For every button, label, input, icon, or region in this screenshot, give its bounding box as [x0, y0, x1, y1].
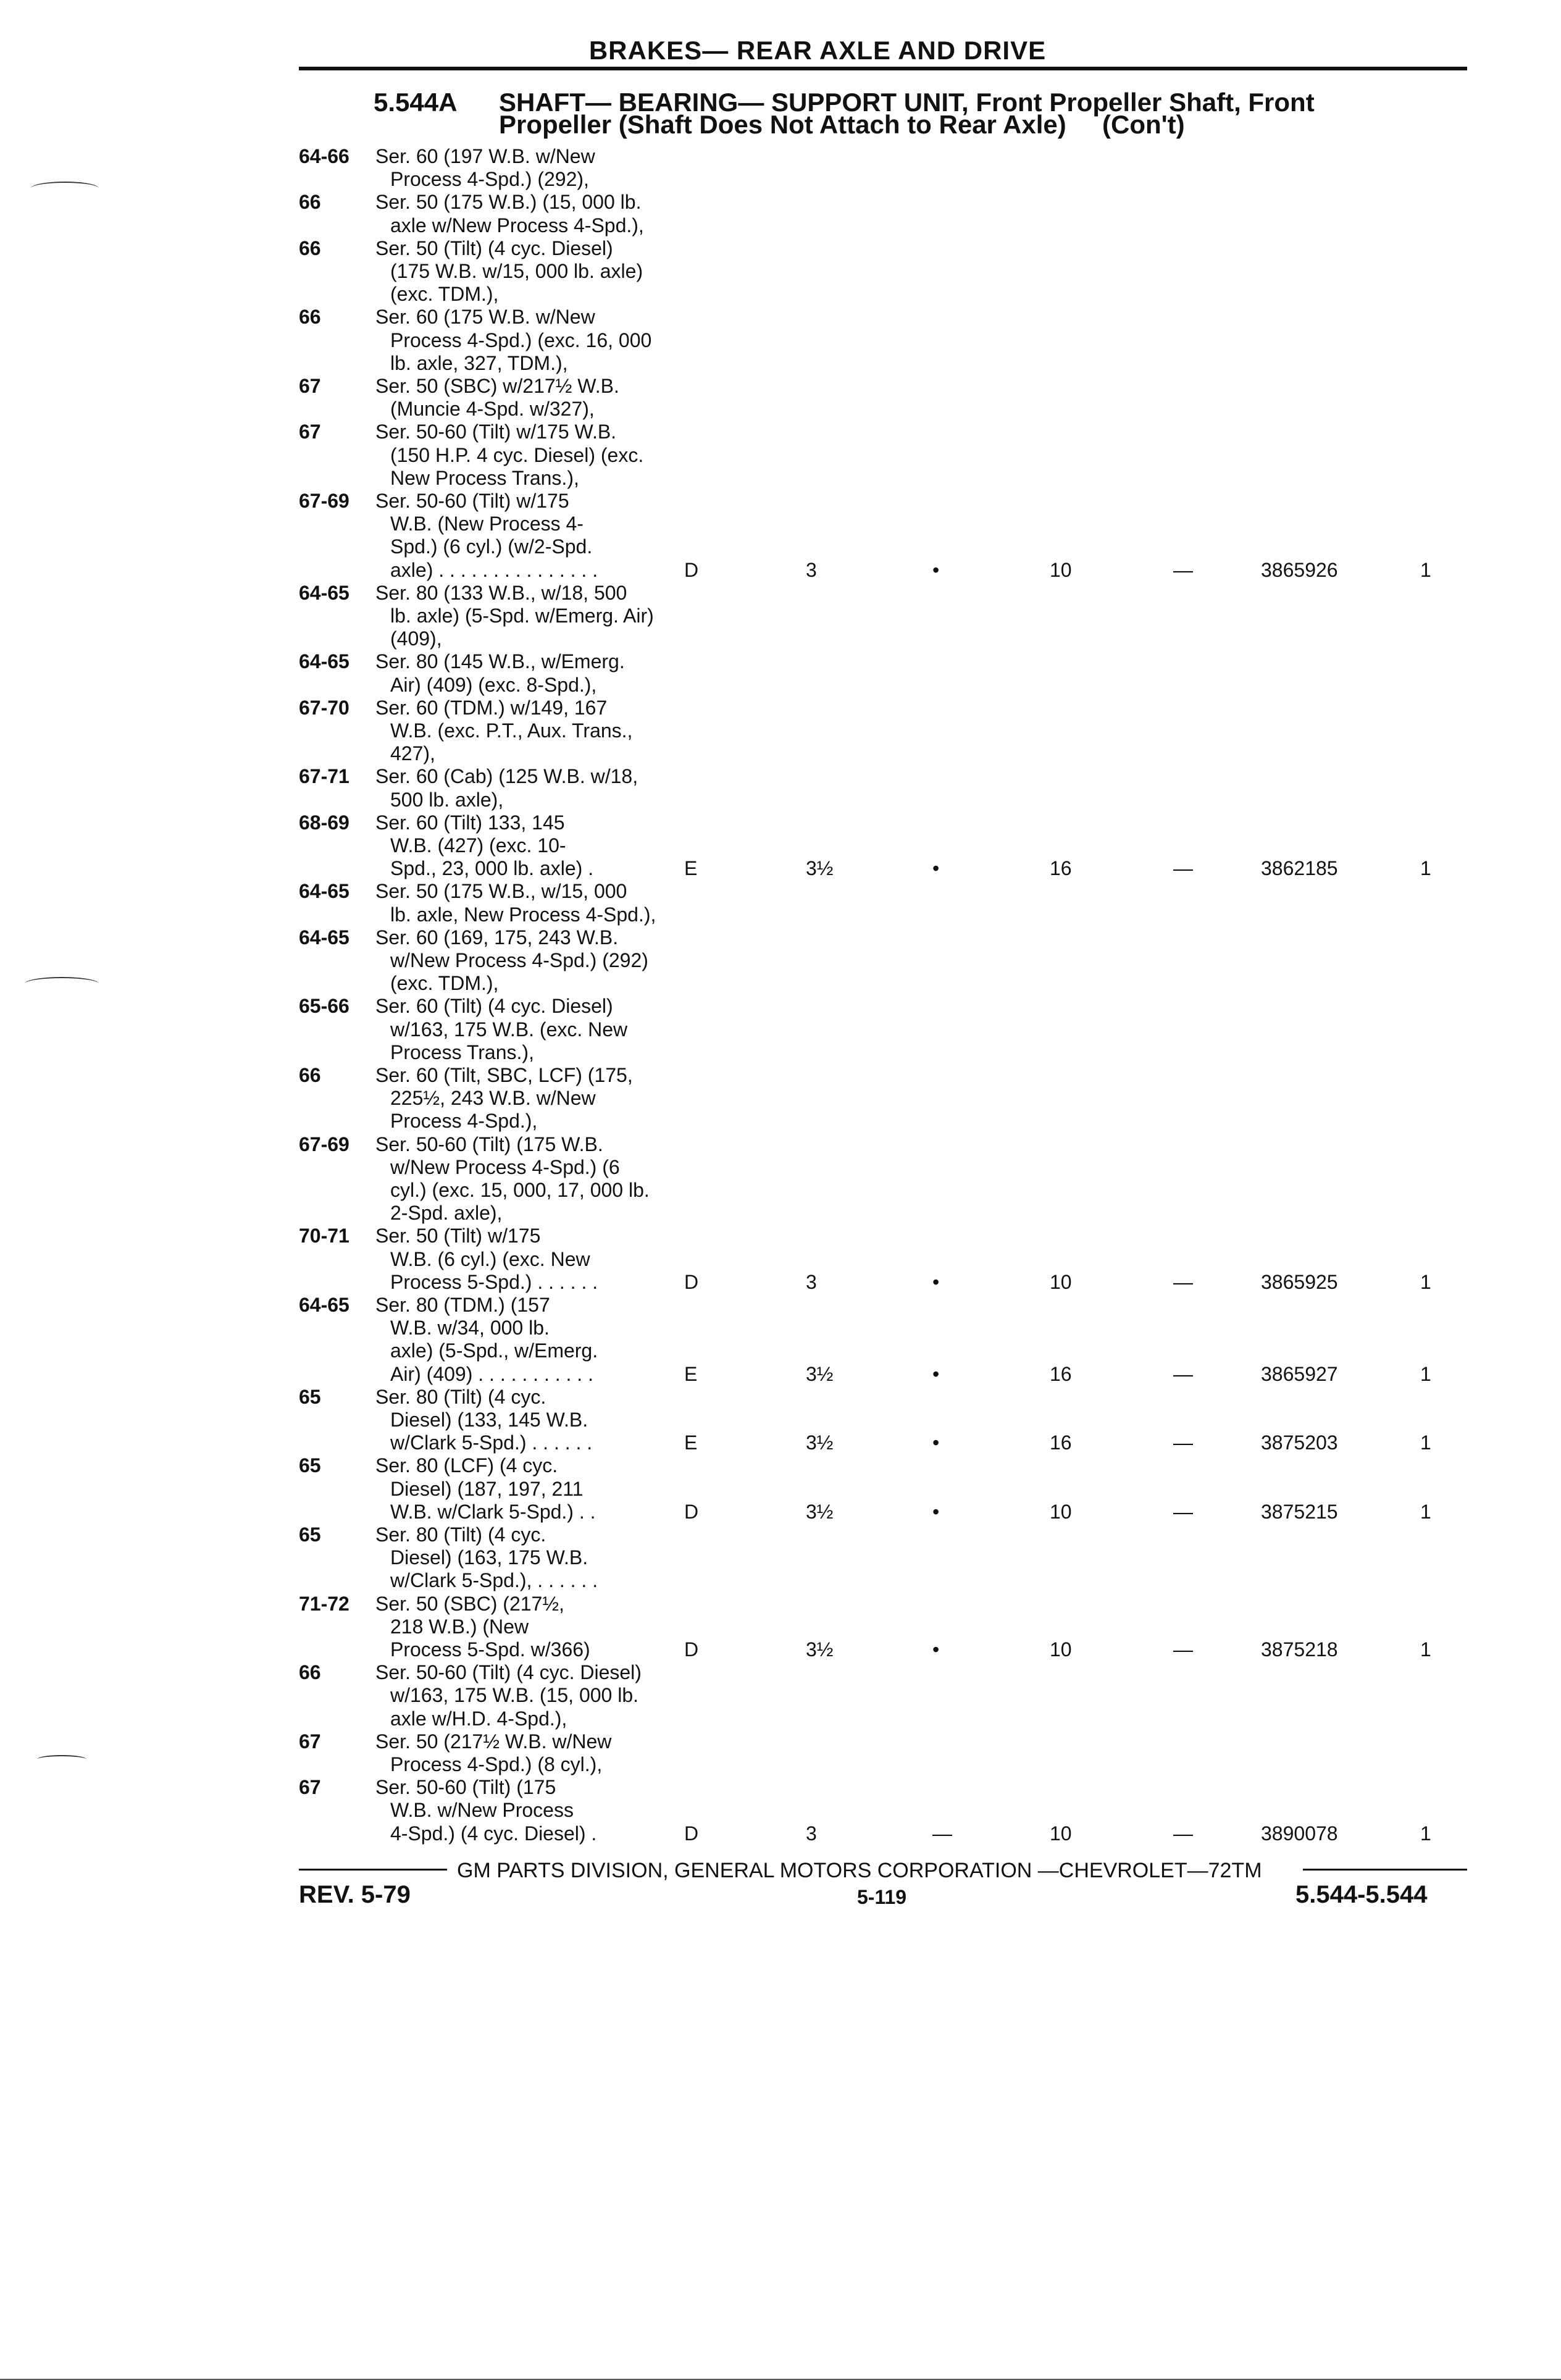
entry-description-line: w/163, 175 W.B. (exc. New: [390, 1018, 628, 1041]
entry-description-line: Ser. 60 (Cab) (125 W.B. w/18,: [375, 765, 638, 788]
entry-description-line: (175 W.B. w/15, 000 lb. axle): [390, 260, 643, 282]
entry-description-line: Ser. 50 (175 W.B., w/15, 000: [375, 880, 627, 903]
entry-description-line: lb. axle) (5-Spd. w/Emerg. Air): [390, 605, 654, 627]
entry-code: E: [684, 857, 698, 880]
entry-description-line: 427),: [390, 742, 435, 765]
entry-description-line: New Process Trans.),: [390, 466, 579, 489]
entry-mark: •: [932, 1431, 940, 1454]
entry-description-line: Ser. 50 (175 W.B.) (15, 000 lb.: [375, 191, 642, 214]
entry-part-number: 3890078: [1261, 1822, 1338, 1845]
entry-description-line: Ser. 50 (SBC) (217½,: [375, 1592, 564, 1615]
entry-description-line: w/Clark 5-Spd.) . . . . . .: [390, 1431, 593, 1454]
entry-quantity: 1: [1420, 1270, 1431, 1293]
entry-description-line: Ser. 50-60 (Tilt) (175: [375, 1776, 556, 1799]
entry-size: 3½: [806, 1431, 834, 1454]
entry-description-line: 225½, 243 W.B. w/New: [390, 1087, 596, 1110]
entry-year: 67: [299, 1776, 321, 1799]
entry-quantity: 1: [1420, 1362, 1431, 1385]
entry-year: 64-65: [299, 1294, 349, 1316]
entry-description-line: Ser. 60 (Tilt) (4 cyc. Diesel): [375, 995, 613, 1018]
entry-description-line: Spd., 23, 000 lb. axle) .: [390, 857, 594, 880]
entry-year: 67: [299, 375, 321, 397]
entry-dash: —: [1173, 558, 1193, 581]
entry-mark: •: [932, 1500, 940, 1523]
entry-mark: •: [932, 1270, 940, 1293]
entry-dash: —: [1173, 1362, 1193, 1385]
entry-year: 65: [299, 1523, 321, 1546]
entry-description-line: Ser. 50-60 (Tilt) w/175: [375, 490, 569, 512]
entry-count: 10: [1050, 558, 1072, 581]
entry-description-line: Diesel) (187, 197, 211: [390, 1477, 584, 1500]
entry-description-line: Process 4-Spd.) (8 cyl.),: [390, 1753, 603, 1775]
entry-description-line: Process 4-Spd.) (292),: [390, 168, 589, 191]
entry-dash: —: [1173, 1431, 1193, 1454]
footer-rule-left: [299, 1869, 447, 1871]
entry-description-line: w/163, 175 W.B. (15, 000 lb.: [390, 1684, 639, 1707]
entry-description-line: lb. axle, 327, TDM.),: [390, 351, 568, 374]
entry-part-number: 3865927: [1261, 1362, 1338, 1385]
entry-description-line: Process 5-Spd.) . . . . . .: [390, 1270, 598, 1293]
entry-count: 10: [1050, 1500, 1072, 1523]
entry-dash: —: [1173, 857, 1193, 880]
entry-description-line: (150 H.P. 4 cyc. Diesel) (exc.: [390, 443, 644, 466]
entry-description-line: Ser. 80 (133 W.B., w/18, 500: [375, 581, 627, 604]
entry-description-line: 500 lb. axle),: [390, 788, 504, 811]
entry-description-line: Ser. 80 (TDM.) (157: [375, 1294, 550, 1316]
entry-description-line: Process 4-Spd.),: [390, 1110, 538, 1133]
entry-description-line: (exc. TDM.),: [390, 972, 499, 995]
entry-quantity: 1: [1420, 1822, 1431, 1845]
entry-year: 66: [299, 1661, 321, 1684]
entry-description-line: Diesel) (133, 145 W.B.: [390, 1409, 588, 1431]
scan-mark: [25, 977, 99, 991]
section-title-line2: Propeller (Shaft Does Not Attach to Rear Axle) (Con't): [499, 110, 1185, 139]
entry-quantity: 1: [1420, 1431, 1431, 1454]
entry-description-line: Ser. 80 (Tilt) (4 cyc.: [375, 1385, 546, 1408]
entry-code: D: [684, 1270, 699, 1293]
entry-year: 64-65: [299, 880, 349, 903]
entry-dash: —: [1173, 1822, 1193, 1845]
entry-description-line: Ser. 50-60 (Tilt) (175 W.B.: [375, 1133, 603, 1155]
entry-year: 67-70: [299, 696, 349, 719]
entry-year: 67-71: [299, 765, 349, 788]
entry-description-line: 218 W.B.) (New: [390, 1615, 529, 1638]
entry-description-line: 2-Spd. axle),: [390, 1202, 503, 1225]
entry-description-line: Ser. 60 (Tilt) 133, 145: [375, 811, 565, 834]
entry-part-number: 3875203: [1261, 1431, 1338, 1454]
footer-rule-right: [1303, 1869, 1467, 1871]
entry-size: 3½: [806, 1362, 834, 1385]
entry-description-line: (Muncie 4-Spd. w/327),: [390, 398, 595, 421]
entry-dash: —: [1173, 1270, 1193, 1293]
footer-publisher-text: GM PARTS DIVISION, GENERAL MOTORS CORPORATION —CHEVROLET—72TM: [457, 1859, 1262, 1882]
entry-mark: •: [932, 1362, 940, 1385]
entry-description-line: Spd.) (6 cyl.) (w/2-Spd.: [390, 535, 593, 558]
entry-description-line: Ser. 60 (Tilt, SBC, LCF) (175,: [375, 1064, 633, 1086]
entry-description-line: (409),: [390, 627, 442, 650]
entry-year: 70-71: [299, 1225, 349, 1247]
entry-year: 64-65: [299, 581, 349, 604]
entry-year: 66: [299, 237, 321, 259]
entry-part-number: 3865925: [1261, 1270, 1338, 1293]
entry-year: 67-69: [299, 1133, 349, 1155]
entry-quantity: 1: [1420, 558, 1431, 581]
entry-count: 16: [1050, 1362, 1072, 1385]
entry-quantity: 1: [1420, 857, 1431, 880]
section-title-line1: SHAFT— BEARING— SUPPORT UNIT, Front Propeller Shaft, Front: [499, 88, 1315, 117]
entry-year: 67: [299, 421, 321, 443]
entry-part-number: 3862185: [1261, 857, 1338, 880]
entry-year: 67-69: [299, 490, 349, 512]
entry-quantity: 1: [1420, 1500, 1431, 1523]
entry-year: 67: [299, 1730, 321, 1753]
entry-description-line: Ser. 60 (175 W.B. w/New: [375, 306, 595, 329]
entry-description-line: Ser. 50 (217½ W.B. w/New: [375, 1730, 612, 1753]
entry-description-line: Air) (409) . . . . . . . . . . .: [390, 1362, 593, 1385]
entry-description-line: W.B. (New Process 4-: [390, 513, 584, 535]
entry-code: E: [684, 1431, 698, 1454]
entry-mark: •: [932, 857, 940, 880]
entry-count: 10: [1050, 1822, 1072, 1845]
entry-description-line: Ser. 60 (TDM.) w/149, 167: [375, 696, 608, 719]
entry-description-line: w/Clark 5-Spd.), . . . . . .: [390, 1569, 598, 1592]
entry-description-line: Ser. 50-60 (Tilt) w/175 W.B.: [375, 421, 617, 443]
entry-description-line: W.B. w/Clark 5-Spd.) . .: [390, 1500, 596, 1523]
scan-mark: [31, 182, 99, 195]
entry-code: D: [684, 1638, 699, 1661]
entry-code: D: [684, 558, 699, 581]
entry-year: 65: [299, 1454, 321, 1477]
entry-year: 65-66: [299, 995, 349, 1018]
entry-year: 68-69: [299, 811, 349, 834]
entry-description-line: Ser. 80 (145 W.B., w/Emerg.: [375, 650, 625, 673]
entry-description-line: lb. axle, New Process 4-Spd.),: [390, 903, 656, 926]
entry-size: 3½: [806, 1500, 834, 1523]
entry-size: 3½: [806, 857, 834, 880]
entry-year: 64-65: [299, 926, 349, 949]
entry-dash: —: [1173, 1500, 1193, 1523]
entry-year: 64-66: [299, 145, 349, 167]
entry-code: D: [684, 1822, 699, 1845]
page-number: 5-119: [857, 1886, 907, 1908]
entry-description-line: Process 4-Spd.) (exc. 16, 000: [390, 329, 652, 351]
entry-year: 66: [299, 1064, 321, 1086]
entry-description-line: Diesel) (163, 175 W.B.: [390, 1546, 588, 1569]
entry-size: 3: [806, 558, 817, 581]
entry-description-line: Ser. 50 (Tilt) (4 cyc. Diesel): [375, 237, 613, 259]
entry-size: 3: [806, 1270, 817, 1293]
entry-description-line: w/New Process 4-Spd.) (292): [390, 949, 648, 971]
entry-description-line: Air) (409) (exc. 8-Spd.),: [390, 673, 597, 696]
entry-size: 3½: [806, 1638, 834, 1661]
section-reference: 5.544-5.544: [1295, 1881, 1428, 1908]
entry-year: 64-65: [299, 650, 349, 673]
entry-description-line: W.B. (6 cyl.) (exc. New: [390, 1247, 590, 1270]
entry-mark: •: [932, 558, 940, 581]
entry-mark: •: [932, 1638, 940, 1661]
entry-code: E: [684, 1362, 698, 1385]
entry-mark: —: [932, 1822, 952, 1845]
entry-quantity: 1: [1420, 1638, 1431, 1661]
section-number: 5.544A: [374, 88, 458, 117]
entry-description-line: axle) . . . . . . . . . . . . . . .: [390, 558, 598, 581]
entry-year: 65: [299, 1385, 321, 1408]
entry-description-line: Ser. 50-60 (Tilt) (4 cyc. Diesel): [375, 1661, 642, 1684]
entry-count: 16: [1050, 857, 1072, 880]
entry-description-line: axle w/H.D. 4-Spd.),: [390, 1707, 567, 1730]
entry-description-line: Process Trans.),: [390, 1041, 534, 1063]
entry-size: 3: [806, 1822, 817, 1845]
entry-description-line: cyl.) (exc. 15, 000, 17, 000 lb.: [390, 1179, 650, 1201]
entry-description-line: Ser. 80 (LCF) (4 cyc.: [375, 1454, 558, 1477]
entry-count: 10: [1050, 1270, 1072, 1293]
entry-part-number: 3865926: [1261, 558, 1338, 581]
page-header-title: BRAKES— REAR AXLE AND DRIVE: [588, 36, 1047, 65]
entry-description-line: Ser. 80 (Tilt) (4 cyc.: [375, 1523, 546, 1546]
entry-count: 10: [1050, 1638, 1072, 1661]
entry-code: D: [684, 1500, 699, 1523]
entry-description-line: Ser. 60 (169, 175, 243 W.B.: [375, 926, 619, 949]
entry-description-line: W.B. w/New Process: [390, 1799, 574, 1822]
entry-description-line: W.B. (exc. P.T., Aux. Trans.,: [390, 719, 633, 742]
entry-description-line: W.B. w/34, 000 lb.: [390, 1317, 550, 1339]
entry-description-line: Ser. 60 (197 W.B. w/New: [375, 145, 595, 167]
entry-description-line: Process 5-Spd. w/366): [390, 1638, 590, 1661]
entry-description-line: axle) (5-Spd., w/Emerg.: [390, 1339, 598, 1362]
entry-part-number: 3875215: [1261, 1500, 1338, 1523]
entry-description-line: Ser. 50 (Tilt) w/175: [375, 1225, 541, 1247]
entry-year: 71-72: [299, 1592, 349, 1615]
entry-description-line: (exc. TDM.),: [390, 283, 499, 306]
revision-label: REV. 5-79: [299, 1881, 411, 1908]
entry-part-number: 3875218: [1261, 1638, 1338, 1661]
entry-year: 66: [299, 306, 321, 329]
entry-description-line: W.B. (427) (exc. 10-: [390, 834, 566, 857]
scan-mark: [37, 1755, 86, 1764]
entry-description-line: Ser. 50 (SBC) w/217½ W.B.: [375, 375, 619, 397]
header-rule: [299, 67, 1467, 70]
entry-description-line: 4-Spd.) (4 cyc. Diesel) .: [390, 1822, 597, 1845]
entry-description-line: w/New Process 4-Spd.) (6: [390, 1155, 620, 1178]
entry-description-line: axle w/New Process 4-Spd.),: [390, 214, 644, 237]
entry-year: 66: [299, 191, 321, 214]
entry-count: 16: [1050, 1431, 1072, 1454]
entry-dash: —: [1173, 1638, 1193, 1661]
